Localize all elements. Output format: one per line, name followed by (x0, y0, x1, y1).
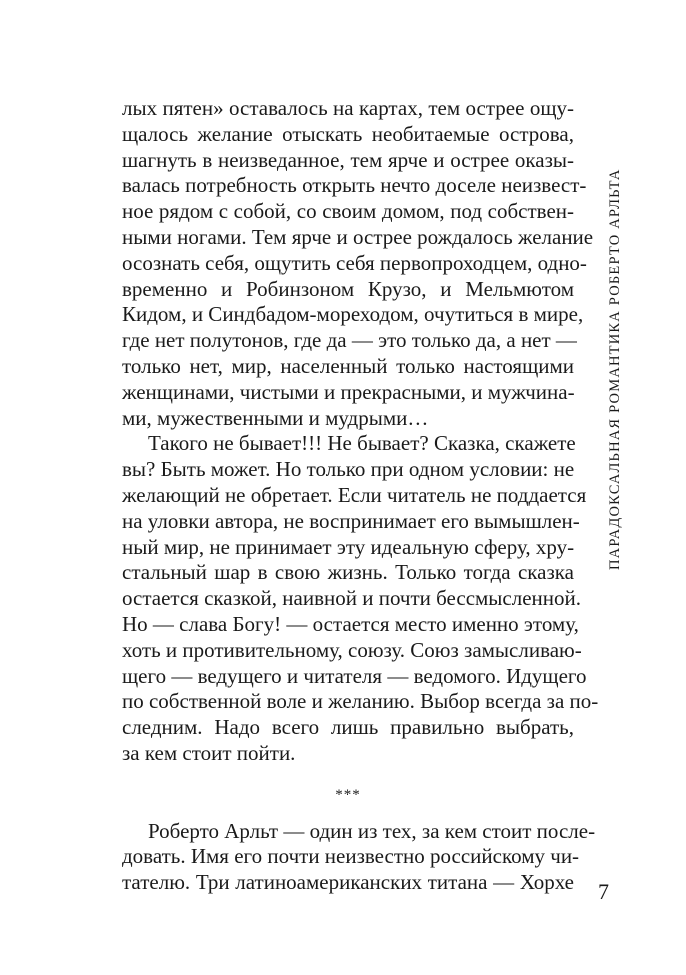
text-line: щалось желание отыскать необитаемые острова, (122, 121, 574, 146)
text-line: за кем стоит пойти. (122, 740, 296, 765)
section-separator: *** (335, 786, 361, 803)
text-line: Такого не бывает!!! Не бывает? Сказка, скажете (148, 431, 576, 456)
text-line: где нет полутонов, где да — это только да, а нет — (122, 328, 577, 353)
text-line: на уловки автора, не воспринимает его вымышлен- (122, 508, 580, 533)
text-line: вы? Быть может. Но только при одном условии: не (122, 457, 575, 482)
text-line: временно и Робинзоном Крузо, и Мельмютом (122, 276, 574, 301)
running-head-title: ПАРАДОКСАЛЬНАЯ РОМАНТИКА РОБЕРТО АРЛЬТА (607, 168, 623, 570)
text-line: довать. Имя его почти неизвестно российскому чи- (122, 844, 580, 869)
text-line: по собственной воле и желанию. Выбор всегда за по- (122, 689, 599, 714)
text-line: ми, мужественными и мудрыми… (122, 405, 429, 430)
text-line: только нет, мир, населенный только настоящими (122, 353, 574, 378)
paragraph-2 (122, 431, 599, 766)
text-line: Роберто Арльт — один из тех, за кем стоит после- (148, 818, 596, 843)
paragraph-1 (122, 96, 594, 431)
text-line: шагнуть в неизведанное, тем ярче и острее оказы- (122, 147, 574, 172)
text-line: Но — слава Богу! — остается место именно этому, (122, 611, 579, 636)
text-line: хоть и противительному, союзу. Союз замысливаю- (122, 637, 582, 662)
text-line: желающий не обретает. Если читатель не поддается (122, 482, 587, 507)
paragraph-3 (122, 818, 596, 896)
text-line: ный мир, не принимает эту идеальную сферу, хру- (122, 534, 575, 559)
text-line: женщинами, чистыми и прекрасными, и мужчина- (122, 379, 575, 404)
text-line: лых пятен» оставалось на картах, тем острее ощу- (122, 96, 574, 120)
body-text (122, 96, 599, 896)
text-line: осознать себя, ощутить себя первопроходцем, одно- (122, 250, 587, 275)
text-line: ное рядом с собой, со своим домом, под собствен- (122, 199, 574, 224)
running-head (603, 100, 627, 570)
text-line: тателю. Три латиноамериканских титана — Хорхе (122, 870, 574, 895)
text-line: валась потребность открыть нечто доселе неизвест- (122, 173, 587, 198)
text-line: щего — ведущего и читателя — ведомого. Идущего (122, 663, 587, 688)
text-line: следним. Надо всего лишь правильно выбрать, (122, 715, 574, 740)
text-line: остается сказкой, наивной и почти бессмысленной. (122, 586, 582, 611)
text-line: стальный шар в свою жизнь. Только тогда сказка (122, 560, 574, 585)
text-line: ными ногами. Тем ярче и острее рождалось желание (122, 224, 594, 249)
text-line: Кидом, и Синдбадом-мореходом, очутиться в мире, (122, 302, 584, 327)
page-number: 7 (598, 879, 609, 904)
